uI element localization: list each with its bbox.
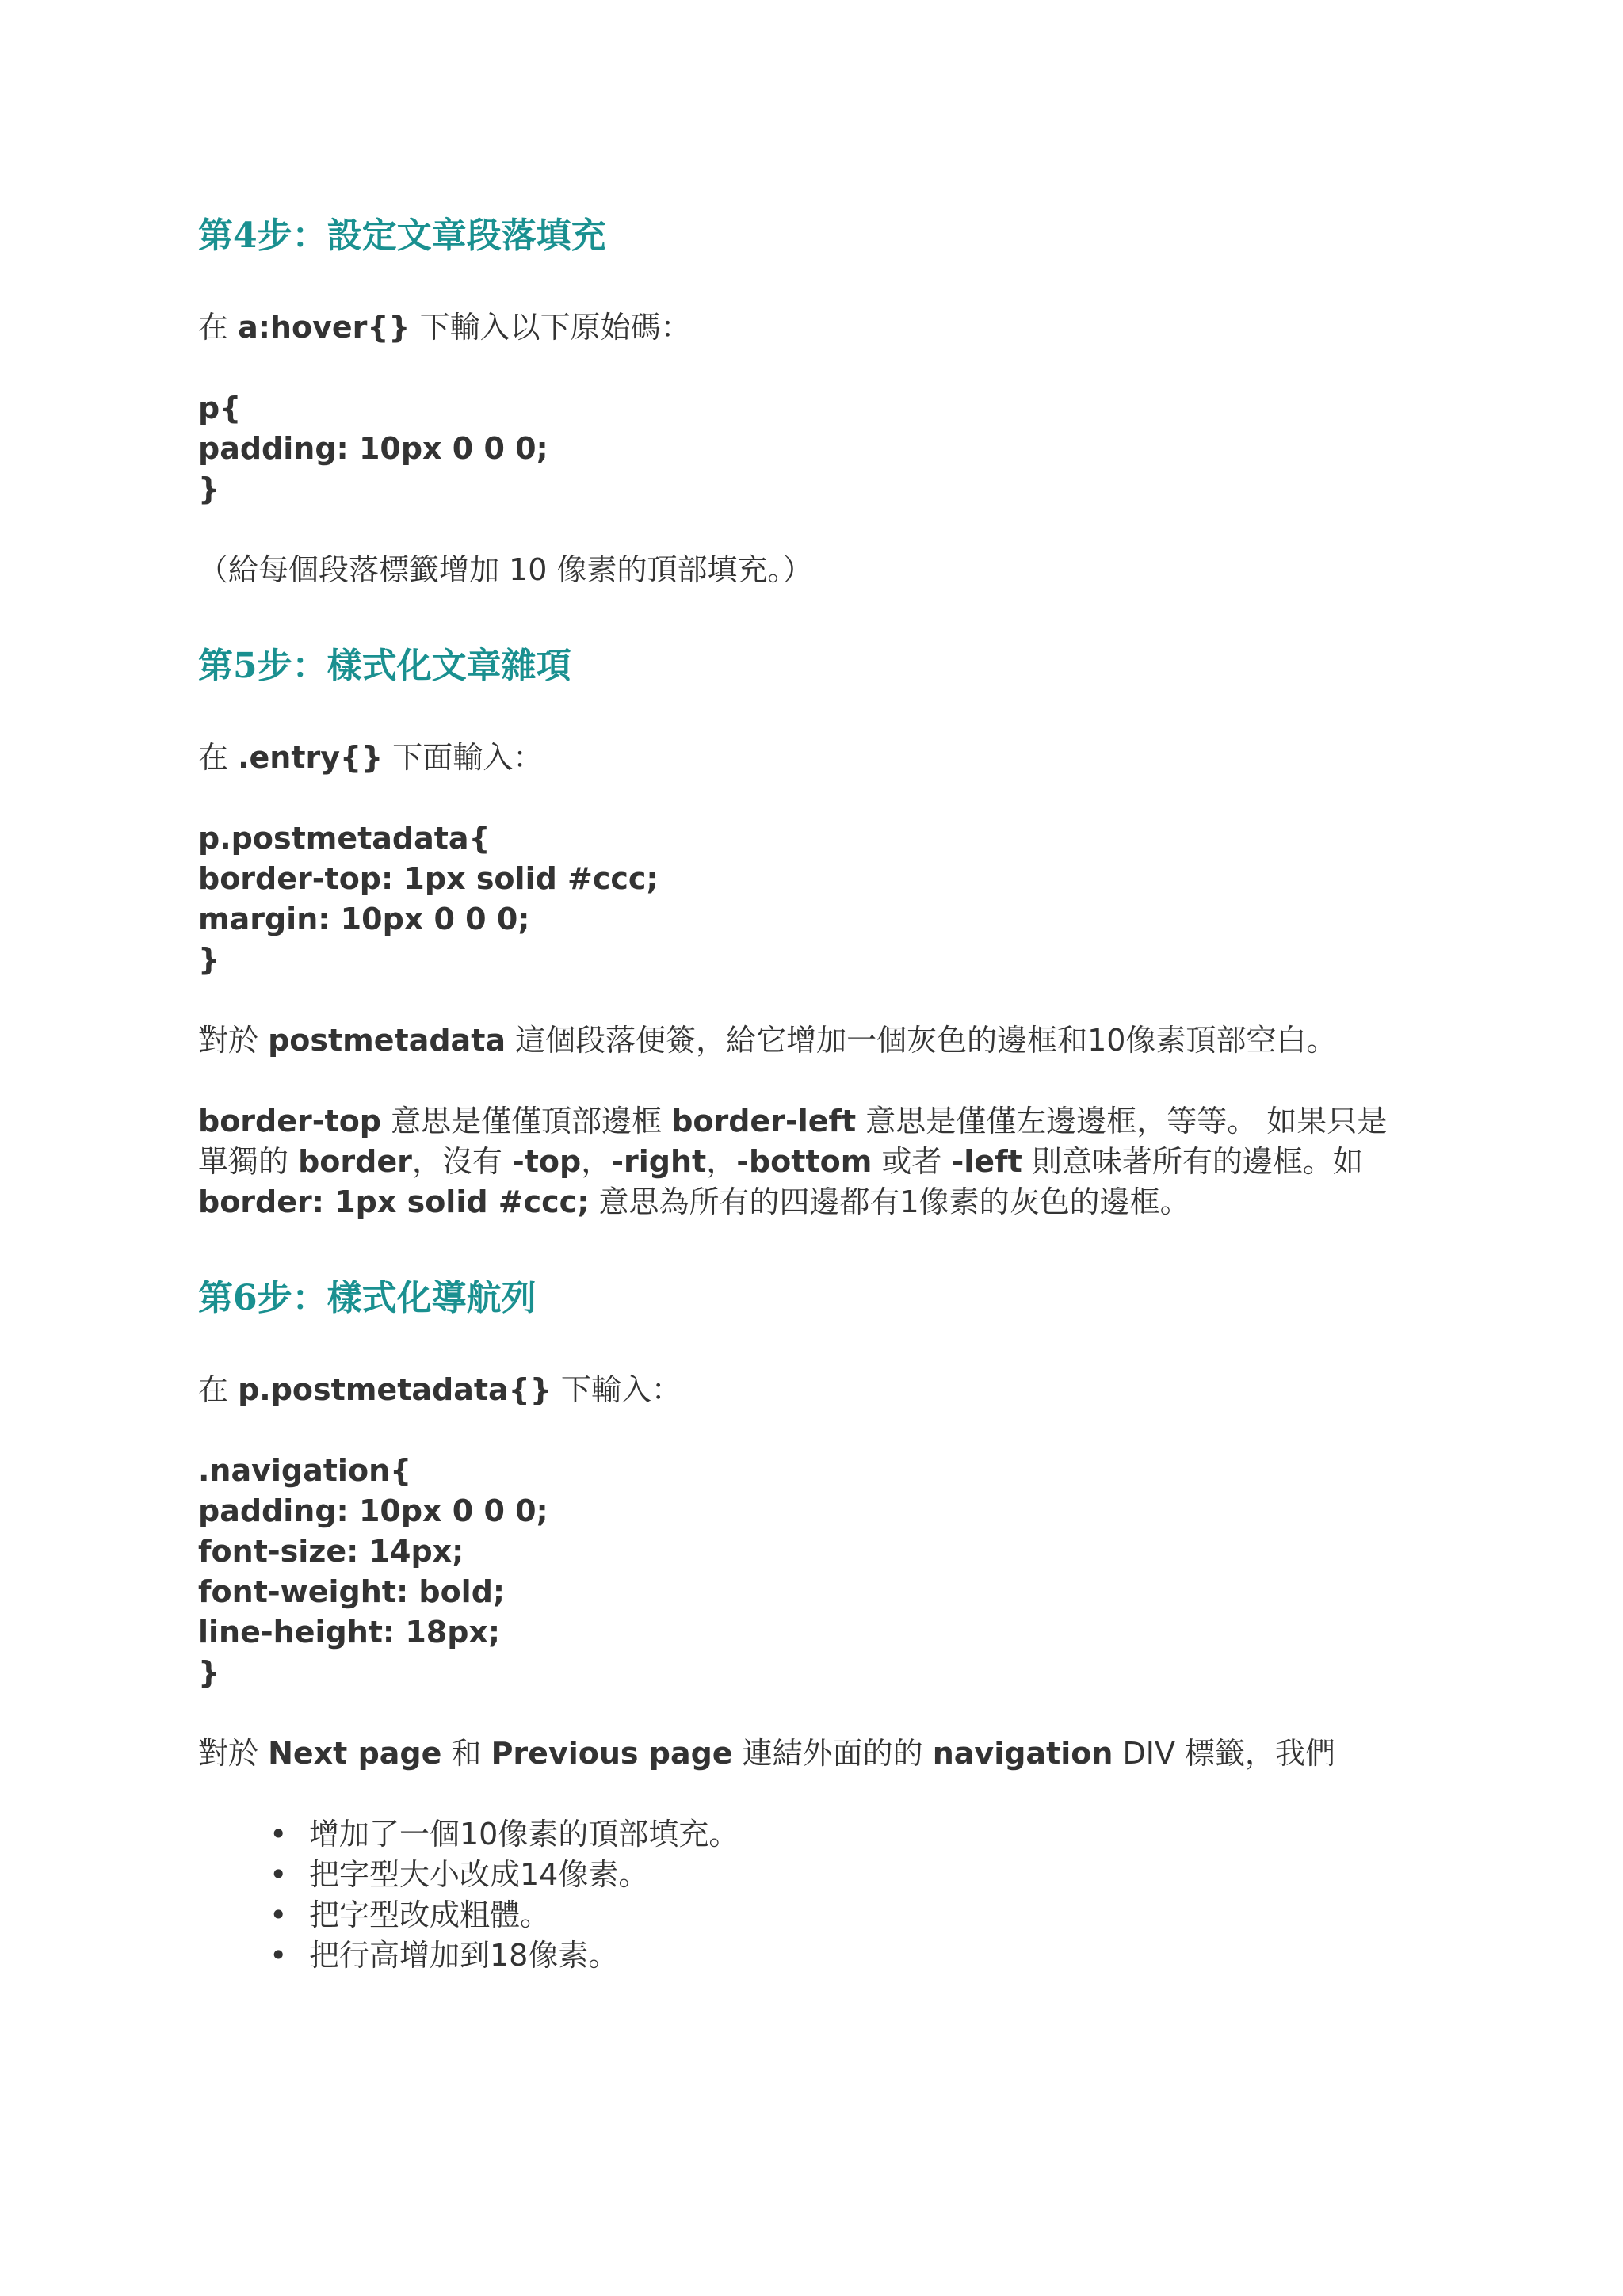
step5-intro: 在 .entry{} 下面輸入： bbox=[198, 740, 544, 775]
step4-heading: 第4步：設定文章段落填充 bbox=[198, 215, 606, 256]
step6-description: 對於 Next page 和 Previous page 連結外面的的 navigation DIV 標籤，我們 bbox=[198, 1736, 1336, 1771]
step5-heading: 第5步：樣式化文章雜項 bbox=[198, 646, 571, 686]
step5-border-explanation: border-top 意思是僅僅頂部邊框 border-left 意思是僅僅左邊邊框，等等。 如果只是 單獨的 border，沒有 -top，-right，-bottom 或者 -left 則意味著所有的邊框。如 border: 1px solid #ccc; 意思為所有的四邊都有1像素的灰色的邊框。 bbox=[198, 1104, 1388, 1219]
code-line: border-top: 1px solid #ccc; bbox=[198, 861, 659, 896]
code-line: padding: 10px 0 0 0; bbox=[198, 431, 548, 466]
code-line: padding: 10px 0 0 0; bbox=[198, 1493, 548, 1528]
bullet-icon: • bbox=[269, 1817, 288, 1852]
code-line: p.postmetadata{ bbox=[198, 821, 491, 856]
bullet-icon: • bbox=[269, 1857, 288, 1892]
code-line: font-weight: bold; bbox=[198, 1574, 506, 1609]
step6-heading: 第6步：樣式化導航列 bbox=[198, 1278, 537, 1318]
code-line: line-height: 18px; bbox=[198, 1615, 501, 1650]
step5-code-block bbox=[198, 818, 1449, 980]
list-item: • 把字型大小改成14像素。 bbox=[269, 1855, 1449, 1895]
step4-note: （給每個段落標籤增加 10 像素的頂部填充。） bbox=[198, 552, 813, 587]
code-line: p{ bbox=[198, 391, 242, 425]
code-line: } bbox=[198, 1655, 220, 1690]
step4-intro: 在 a:hover{} 下輸入以下原始碼： bbox=[198, 310, 691, 345]
step6-code-block bbox=[198, 1451, 1449, 1693]
list-item: • 把字型改成粗體。 bbox=[269, 1895, 1449, 1936]
list-item: • 增加了一個10像素的頂部填充。 bbox=[269, 1814, 1449, 1855]
code-line: } bbox=[198, 471, 220, 506]
step5-description: 對於 postmetadata 這個段落便簽，給它增加一個灰色的邊框和10像素頂部空白。 bbox=[198, 1023, 1337, 1058]
step4-code-block bbox=[198, 388, 1449, 509]
code-line: } bbox=[198, 942, 220, 977]
step6-intro: 在 p.postmetadata{} 下輸入： bbox=[198, 1372, 682, 1407]
bullet-icon: • bbox=[269, 1938, 288, 1973]
list-item: • 把行高增加到18像素。 bbox=[269, 1936, 1449, 1976]
step6-bullet-list bbox=[198, 1814, 1449, 1976]
code-line: font-size: 14px; bbox=[198, 1534, 464, 1569]
code-line: margin: 10px 0 0 0; bbox=[198, 902, 530, 936]
code-line: .navigation{ bbox=[198, 1453, 412, 1488]
bullet-icon: • bbox=[269, 1897, 288, 1932]
